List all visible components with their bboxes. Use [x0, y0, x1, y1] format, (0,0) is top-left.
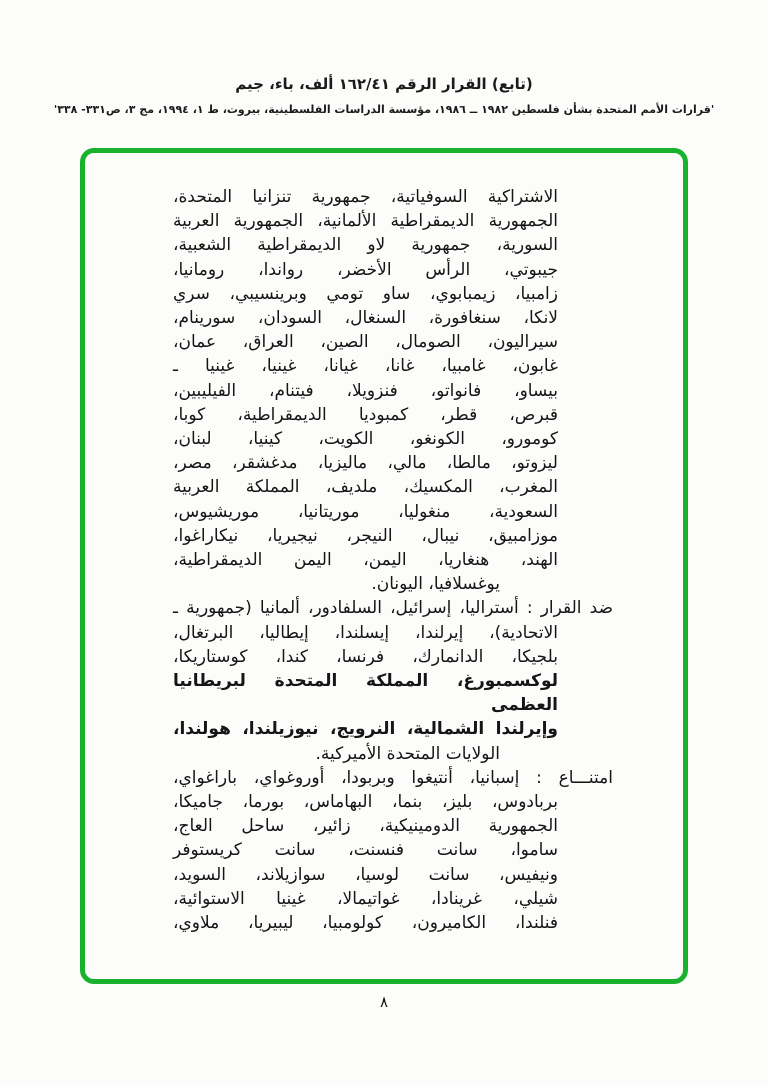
in-favor-paragraph	[173, 185, 613, 596]
against-paragraph	[173, 596, 613, 765]
abstain-line: الجمهورية الدومينيكية، زائير، ساحل العاج،	[173, 816, 558, 837]
abstain-line: شيلي، غرينادا، غواتيمالا، غينيا الاستوائية،	[173, 888, 558, 909]
against-label: ضد القرار :	[526, 598, 614, 619]
abstain-label: امتنـــاع :	[536, 767, 613, 788]
in-favor-last-line: يوغسلافيا، اليونان.	[371, 574, 500, 595]
page-number: ٨	[379, 993, 389, 1011]
in-favor-line: الاشتراكية السوفياتية، جمهورية تنزانيا المتحدة،	[173, 187, 558, 207]
in-favor-line: ليزوتو، مالطا، مالي، ماليزيا، مدغشقر، مصر،	[173, 453, 558, 474]
in-favor-line: بيساو، فانواتو، فنزويلا، فيتنام، الفيليبين،	[173, 380, 558, 401]
in-favor-line: كومورو، الكونغو، الكويت، كينيا، لبنان،	[173, 429, 558, 450]
against-first-line	[173, 596, 613, 620]
against-line-bold: وإيرلندا الشمالية، النرويج، نيوزيلندا، هولندا،	[173, 719, 558, 740]
against-line-bold: لوكسمبورغ، المملكة المتحدة لبريطانيا العظمى	[173, 671, 558, 716]
in-favor-line: جيبوتي، الرأس الأخضر، رواندا، رومانيا،	[173, 259, 558, 280]
resolution-box	[80, 148, 688, 984]
in-favor-line: لانكا، سنغافورة، السنغال، السودان، سورينام،	[173, 308, 558, 329]
in-favor-line: سيراليون، الصومال، الصين، العراق، عمان،	[173, 332, 558, 353]
in-favor-line: غابون، غامبيا، غانا، غيانا، غينيا، غينيا ـ	[173, 356, 558, 377]
resolution-title: (تابع) القرار الرقم ١٦٢/٤١ ألف، باء، جيم	[235, 75, 533, 93]
page-header	[0, 74, 768, 116]
source-citation: 'قرارات الأمم المتحدة بشأن فلسطين ١٩٨٢ ــ ١٩٨٦، مؤسسة الدراسات الفلسطينية، بيروت، ط ١، ١٩٩٤، مج ٣، ص٣٣١- ٣٣٨'	[53, 103, 715, 116]
abstain-paragraph	[173, 766, 613, 935]
in-favor-line: المغرب، المكسيك، ملديف، المملكة العربية	[173, 477, 558, 498]
in-favor-line: موزامبيق، نيبال، النيجر، نيجيريا، نيكاراغوا،	[173, 525, 558, 546]
in-favor-line: السعودية، منغوليا، موريتانيا، موريشيوس،	[173, 501, 558, 522]
abstain-first-line	[173, 766, 613, 790]
against-last-line: الولايات المتحدة الأميركية.	[315, 743, 500, 764]
abstain-first-line-body: إسبانيا، أنتيغوا وبربودا، أوروغواي، باراغواي،	[173, 767, 520, 788]
in-favor-line: قبرص، قطر، كمبوديا الديمقراطية، كوبا،	[173, 404, 558, 425]
abstain-line: بربادوس، بليز، بنما، البهاماس، بورما، جاميكا،	[173, 792, 558, 813]
abstain-line: ساموا، سانت فنسنت، سانت كريستوفر	[173, 840, 558, 861]
in-favor-line: الهند، هنغاريا، اليمن، اليمن الديمقراطية،	[173, 550, 558, 571]
resolution-text	[85, 153, 683, 935]
against-line: بلجيكا، الدانمارك، فرنسا، كندا، كوستاريكا،	[173, 646, 558, 667]
in-favor-line: زامبيا، زيمبابوي، ساو تومي وبرينسيبي، سري	[173, 283, 558, 304]
in-favor-line: السورية، جمهورية لاو الديمقراطية الشعبية،	[173, 235, 558, 256]
in-favor-line: الجمهورية الديمقراطية الألمانية، الجمهورية العربية	[173, 211, 558, 232]
abstain-line: ونيفيس، سانت لوسيا، سوازيلاند، السويد،	[173, 864, 558, 885]
against-first-line-body: أستراليا، إسرائيل، السلفادور، ألمانيا (جمهورية ـ	[173, 598, 519, 619]
abstain-line: فنلندا، الكاميرون، كولومبيا، ليبيريا، ملاوي،	[173, 913, 558, 934]
against-line: الاتحادية)، إيرلندا، إيسلندا، إيطاليا، البرتغال،	[173, 622, 558, 643]
